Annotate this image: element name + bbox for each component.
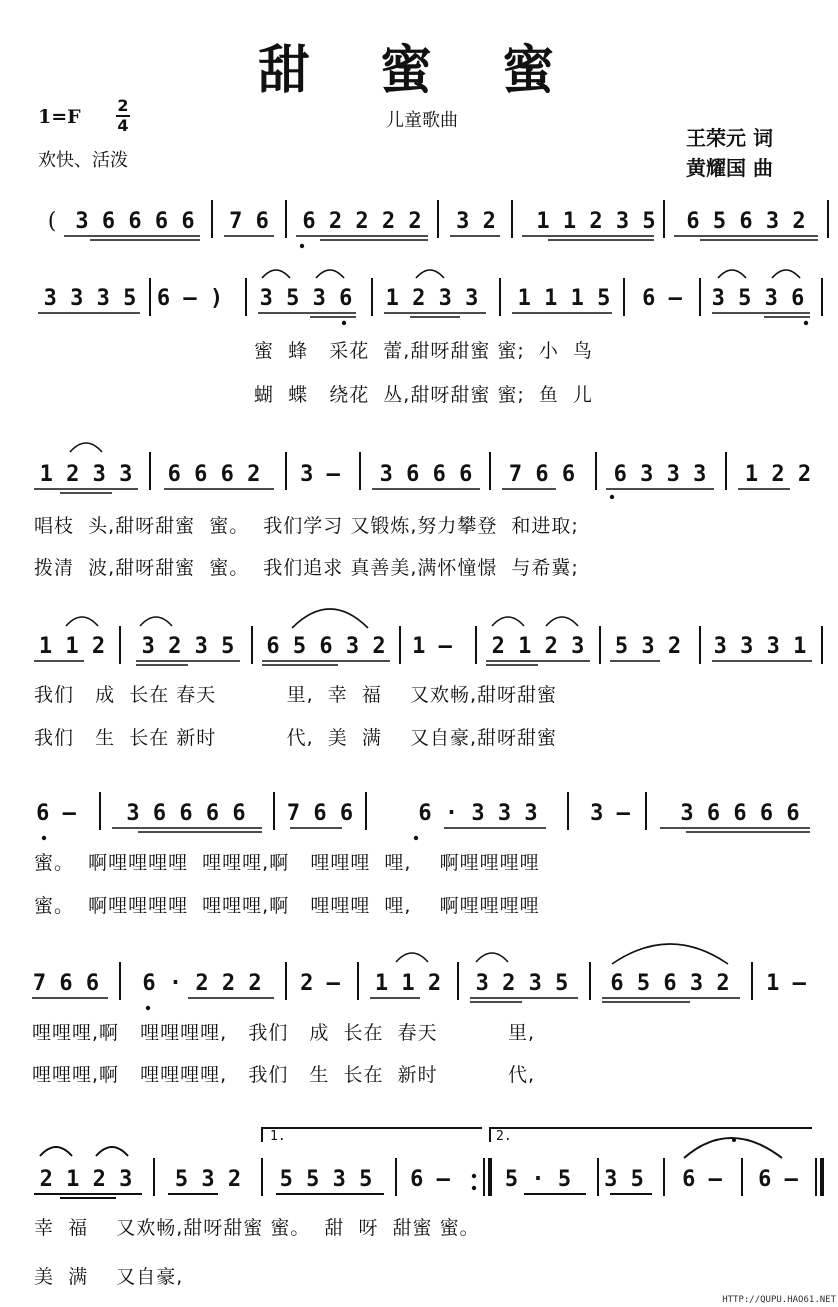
notation-s2-m5: 6 –: [642, 286, 682, 311]
notation-s5-m3: 6 · 3 3 3: [418, 801, 538, 826]
notation-s6-m1: 6 · 2 2 2: [142, 971, 262, 996]
volta-1-label: 1.: [270, 1129, 286, 1144]
notation-s3-m6: 1 2 2: [744, 462, 812, 487]
notation-s4-m1: 3 2 3 5: [141, 634, 235, 659]
notation-s5-m1: 3 6 6 6 6: [126, 801, 246, 826]
notation-s6-m4: 3 2 3 5: [475, 971, 569, 996]
system-6: [32, 944, 807, 1010]
system-5: [36, 792, 810, 840]
notation-s4-m3: 1 –: [412, 634, 452, 659]
lyric-s5-verse1: 蜜。 啊哩哩哩哩 哩哩哩,啊 哩哩哩 哩, 啊哩哩哩哩: [34, 852, 540, 874]
system-4: [34, 609, 822, 665]
notation-s4-m0: 1 1 2: [38, 634, 106, 659]
notation-s1-m2: 7 6: [229, 209, 269, 234]
notation-s2-m6: 3 5 3 6: [711, 286, 805, 311]
notation-s2-m0: 3 3 3 5: [43, 286, 137, 311]
lyric-s4-verse1: 我们 成 长在 春天 里, 幸 福 又欢畅,甜呀甜蜜: [34, 684, 558, 706]
notation-s7-m3: 6 –: [410, 1167, 450, 1192]
notation-s4-m2: 6 5 6 3 2: [266, 634, 386, 659]
notation-s3-m0: 1 2 3 3: [39, 462, 133, 487]
notation-s4-m4: 2 1 2 3: [491, 634, 585, 659]
notation-s3-m3: 3 6 6 6: [379, 462, 473, 487]
system-1: [48, 200, 828, 248]
notation-s5-m5: 3 6 6 6 6: [680, 801, 800, 826]
volta-2-label: 2.: [496, 1129, 512, 1144]
notation-s5-m0: 6 –: [36, 801, 76, 826]
notation-s4-m6: 3 3 3 1: [713, 634, 807, 659]
lyric-s6-verse2: 哩哩哩,啊 哩哩哩哩, 我们 生 长在 新时 代,: [32, 1064, 536, 1086]
notation-s1-m0: (: [47, 209, 57, 234]
notation-s4-m5: 5 3 2: [614, 634, 682, 659]
notation-s7-m2: 5 5 3 5: [279, 1167, 373, 1192]
time-signature-bottom: 4: [117, 116, 129, 135]
notation-s6-m2: 2 –: [300, 971, 340, 996]
notation-s6-m6: 1 –: [766, 971, 806, 996]
notation-s7-m7: 6 –: [758, 1167, 798, 1192]
notation-s1-m3: 6 2 2 2 2: [302, 209, 422, 234]
notation-s1-m4: 3 2: [456, 209, 496, 234]
composer-credit: 黄耀国 曲: [686, 156, 773, 180]
tempo-marking: 欢快、活泼: [38, 150, 128, 171]
notation-s1-m6: 6 5 6 3 2: [686, 209, 806, 234]
lyric-s4-verse2: 我们 生 长在 新时 代, 美 满 又自豪,甜呀甜蜜: [34, 727, 558, 749]
system-7: [34, 1128, 822, 1198]
lyric-s7-verse2: 美 满 又自豪,: [34, 1266, 184, 1288]
watermark-text: HTTP://QUPU.HAO61.NET: [722, 1295, 836, 1305]
beams-s5: [112, 828, 810, 832]
notation-s6-m3: 1 1 2: [374, 971, 442, 996]
notation-s1-m5: 1 1 2 3 5: [536, 209, 656, 234]
notation-s2-m3: 1 2 3 3: [385, 286, 479, 311]
beams-s1: [64, 236, 818, 240]
genre-label: 儿童歌曲: [386, 110, 458, 131]
lyric-s6-verse1: 哩哩哩,啊 哩哩哩哩, 我们 成 长在 春天 里,: [32, 1022, 536, 1044]
lyric-s3-verse2: 拨清 波,甜呀甜蜜 蜜。 我们追求 真善美,满怀憧憬 与希冀;: [34, 557, 579, 579]
notation-s3-m5: 6 3 3 3: [613, 462, 707, 487]
notation-s7-m5: 3 5: [604, 1167, 644, 1192]
lyricist-credit: 王荣元 词: [686, 126, 773, 150]
lyric-s5-verse2: 蜜。 啊哩哩哩哩 哩哩哩,啊 哩哩哩 哩, 啊哩哩哩哩: [34, 895, 540, 917]
notation-s2-m2: 3 5 3 6: [259, 286, 353, 311]
notation-s3-m2: 3 –: [300, 462, 340, 487]
notation-s5-m2: 7 6 6: [286, 801, 354, 826]
song-title: 甜 蜜 蜜: [257, 41, 581, 101]
low-dot: [300, 244, 304, 248]
notation-s3-m1: 6 6 6 2: [167, 462, 261, 487]
notation-s5-m4: 3 –: [590, 801, 630, 826]
notation-s7-m1: 5 3 2: [174, 1167, 242, 1192]
lyric-s3-verse1: 唱枝 头,甜呀甜蜜 蜜。 我们学习 又锻炼,努力攀登 和进取;: [34, 515, 579, 537]
notation-s1-m1: 3 6 6 6 6: [75, 209, 195, 234]
notation-s2-m4: 1 1 1 5: [517, 286, 611, 311]
notation-s2-m1: 6 – ): [156, 286, 224, 311]
notation-s7-m6: 6 –: [682, 1167, 722, 1192]
time-signature-top: 2: [117, 96, 129, 115]
lyric-s2-verse1: 蜜 蜂 采花 蕾,甜呀甜蜜 蜜; 小 鸟: [254, 340, 593, 362]
system-3: [34, 443, 811, 499]
notation-s7-m0: 2 1 2 3: [39, 1167, 133, 1192]
notation-s7-m4: 5 · 5: [504, 1167, 572, 1192]
notation-s6-m5: 6 5 6 3 2: [610, 971, 730, 996]
notation-s6-m0: 7 6 6: [32, 971, 100, 996]
lyric-s7-verse1: 幸 福 又欢畅,甜呀甜蜜 蜜。 甜 呀 甜蜜 蜜。: [34, 1217, 480, 1239]
notation-s3-m4: 7 6 6: [508, 462, 576, 487]
key-signature: 1=F: [38, 106, 81, 128]
system-2: [38, 270, 822, 325]
lyric-s2-verse2: 蝴 蝶 绕花 丛,甜呀甜蜜 蜜; 鱼 儿: [254, 384, 593, 406]
